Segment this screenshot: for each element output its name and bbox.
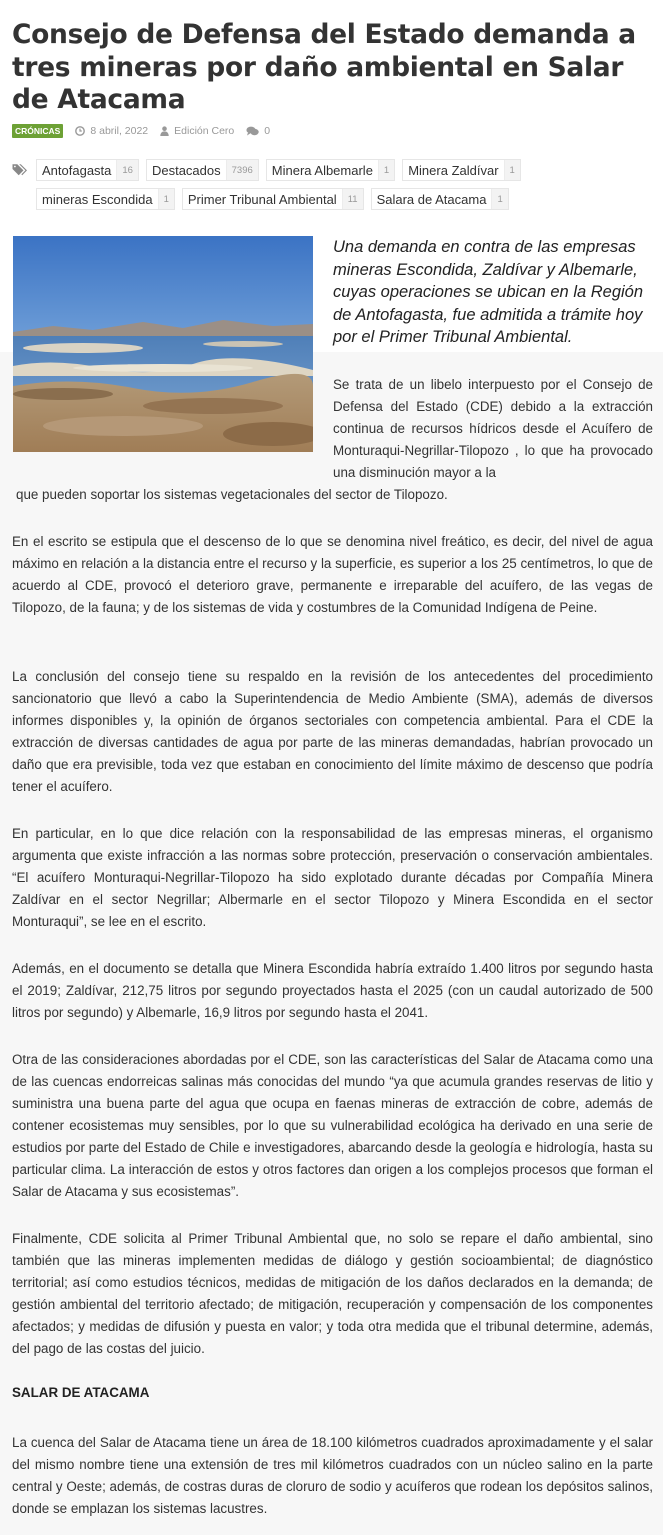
paragraph-6: Otra de las consideraciones abordadas por el CDE, son las características del Salar de Atacama como una de las cuencas endorreicas salinas más conocidas del mundo “ya que acumula grandes reservas de litio y suministra una buena parte del agua que ocupa en faenas mineras de extracción de cobre, además de contener ecosistemas muy sensibles, por lo que su vulnerabilidad ecológica ha derivado en una serie de estudios por parte del Estado de Chile e investigadores, abarcando desde la geología e hidrología, hasta su particular clima. La interacción de estos y otros factores dan origen a los complejos procesos que forman el Salar de Atacama y sus ecosistemas”. bbox=[12, 1052, 653, 1199]
paragraph-4: En particular, en lo que dice relación con la responsabilidad de las empresas mineras, el organismo argumenta que existe infracción a las normas sobre protección, preservación o conservación ambientales. “El acuífero Monturaqui-Negrillar-Tilopozo ha sido explotado durante décadas por Compañía Minera Zaldívar en el sector Negrillar; Albermarle en el sector Tilopozo y Minera Escondida en el sector Monturaqui”, se lee en el escrito. bbox=[12, 826, 653, 929]
comments-meta[interactable] bbox=[246, 125, 270, 137]
tag-destacados[interactable]: Destacados 7396 bbox=[146, 159, 259, 181]
paragraph-8: La cuenca del Salar de Atacama tiene un área de 18.100 kilómetros cuadrados aproximadamente y el salar del mismo nombre tiene una extensión de tres mil kilómetros cuadrados con un núcleo salino en la parte central y Oeste; además, de costras duras de cloruro de sodio y acuíferos que rodean los depósitos salinos, donde se emplazan los sistemas lacustres. bbox=[12, 1435, 653, 1516]
tag-antofagasta[interactable]: Antofagasta 16 bbox=[36, 159, 139, 181]
paragraph-1-tail: que pueden soportar los sistemas vegetacionales del sector de Tilopozo. bbox=[16, 487, 448, 502]
comments-icon bbox=[246, 126, 259, 136]
tag-primer-tribunal-ambiental[interactable]: Primer Tribunal Ambiental 11 bbox=[182, 188, 364, 210]
article-title: Consejo de Defensa del Estado demanda a tres mineras por daño ambiental en Salar de Atacama bbox=[12, 19, 636, 115]
date-meta bbox=[75, 125, 148, 137]
comment-count: 0 bbox=[264, 125, 271, 137]
article-lead: Una demanda en contra de las empresas mineras Escondida, Zaldívar y Albemarle, cuyas operaciones se ubican en la Región de Antofagasta, fue admitida a trámite hoy por el Primer Tribunal Ambiental. bbox=[333, 238, 644, 346]
paragraph-3: La conclusión del consejo tiene su respaldo en la revisión de los antecedentes del procedimiento sancionatorio que llevó a cabo la Superintendencia de Medio Ambiente (SMA), además de diversos informes disponibles y, la opinión de órganos sectoriales con competencia ambiental. Para el CDE la extracción de diversas cantidades de agua por parte de las mineras demandadas, habrían provocado un daño que era previsible, toda vez que estaban en conocimiento del límite máximo de descenso que podría tener el acuífero. bbox=[12, 669, 653, 794]
author-meta bbox=[160, 125, 234, 137]
clock-icon bbox=[75, 126, 85, 136]
article-photo[interactable] bbox=[13, 236, 313, 452]
tag-list bbox=[36, 159, 556, 217]
paragraph-5: Además, en el documento se detalla que Minera Escondida habría extraído 1.400 litros por segundo hasta el 2019; Zaldívar, 212,75 litros por segundo proyectados hasta el 2025 (con un caudal autorizado de 500 litros por segundo) y Albemarle, 16,9 litros por segundo hasta el 2041. bbox=[12, 961, 653, 1020]
tag-mineras-escondida[interactable]: mineras Escondida 1 bbox=[36, 188, 175, 210]
paragraph-2: En el escrito se estipula que el descenso de lo que se denomina nivel freático, es decir, del nivel de agua máximo en relación a la distancia entre el recurso y la superficie, es superior a los 25 centímetros, lo que de acuerdo al CDE, provocó el deterioro grave, permanente e irreparable del acuífero, de las vegas de Tilopozo, de la fauna; y de los sistemas de vida y costumbres de la Comunidad Indígena de Peine. bbox=[12, 534, 653, 615]
user-icon bbox=[160, 126, 169, 136]
article-date: 8 abril, 2022 bbox=[90, 125, 149, 137]
paragraph-7: Finalmente, CDE solicita al Primer Tribunal Ambiental que, no solo se repare el daño ambiental, sino también que las mineras implementen medidas de diálogo y gestión socioambiental; de diagnóstico territorial; así como estudios técnicos, medidas de mitigación de los daños declarados en la demanda; de gestión ambiental del territorio afectado; de mitigación, recuperación y compensación de los componentes afectados; y medidas de difusión y puesta en valor; y toda otra medida que el tribunal determine, además, del pago de las costas del juicio. bbox=[12, 1231, 653, 1356]
tag-minera-albemarle[interactable]: Minera Albemarle 1 bbox=[266, 159, 395, 181]
category-badge[interactable]: CRÓNICAS bbox=[12, 124, 63, 138]
section-heading: SALAR DE ATACAMA bbox=[12, 1385, 150, 1400]
tag-minera-zaldivar[interactable]: Minera Zaldívar 1 bbox=[402, 159, 521, 181]
paragraph-1: Se trata de un libelo interpuesto por el Consejo de Defensa del Estado (CDE) debido a la extracción continua de recursos hídricos desde el Acuífero de Monturaqui-Negrillar-Tilopozo , lo que ha provocado una disminución mayor a la bbox=[333, 377, 653, 480]
tags-icon bbox=[12, 163, 28, 182]
article-author[interactable]: Edición Cero bbox=[174, 125, 235, 137]
tag-salara-de-atacama[interactable]: Salara de Atacama 1 bbox=[371, 188, 509, 210]
article-meta bbox=[12, 123, 270, 139]
